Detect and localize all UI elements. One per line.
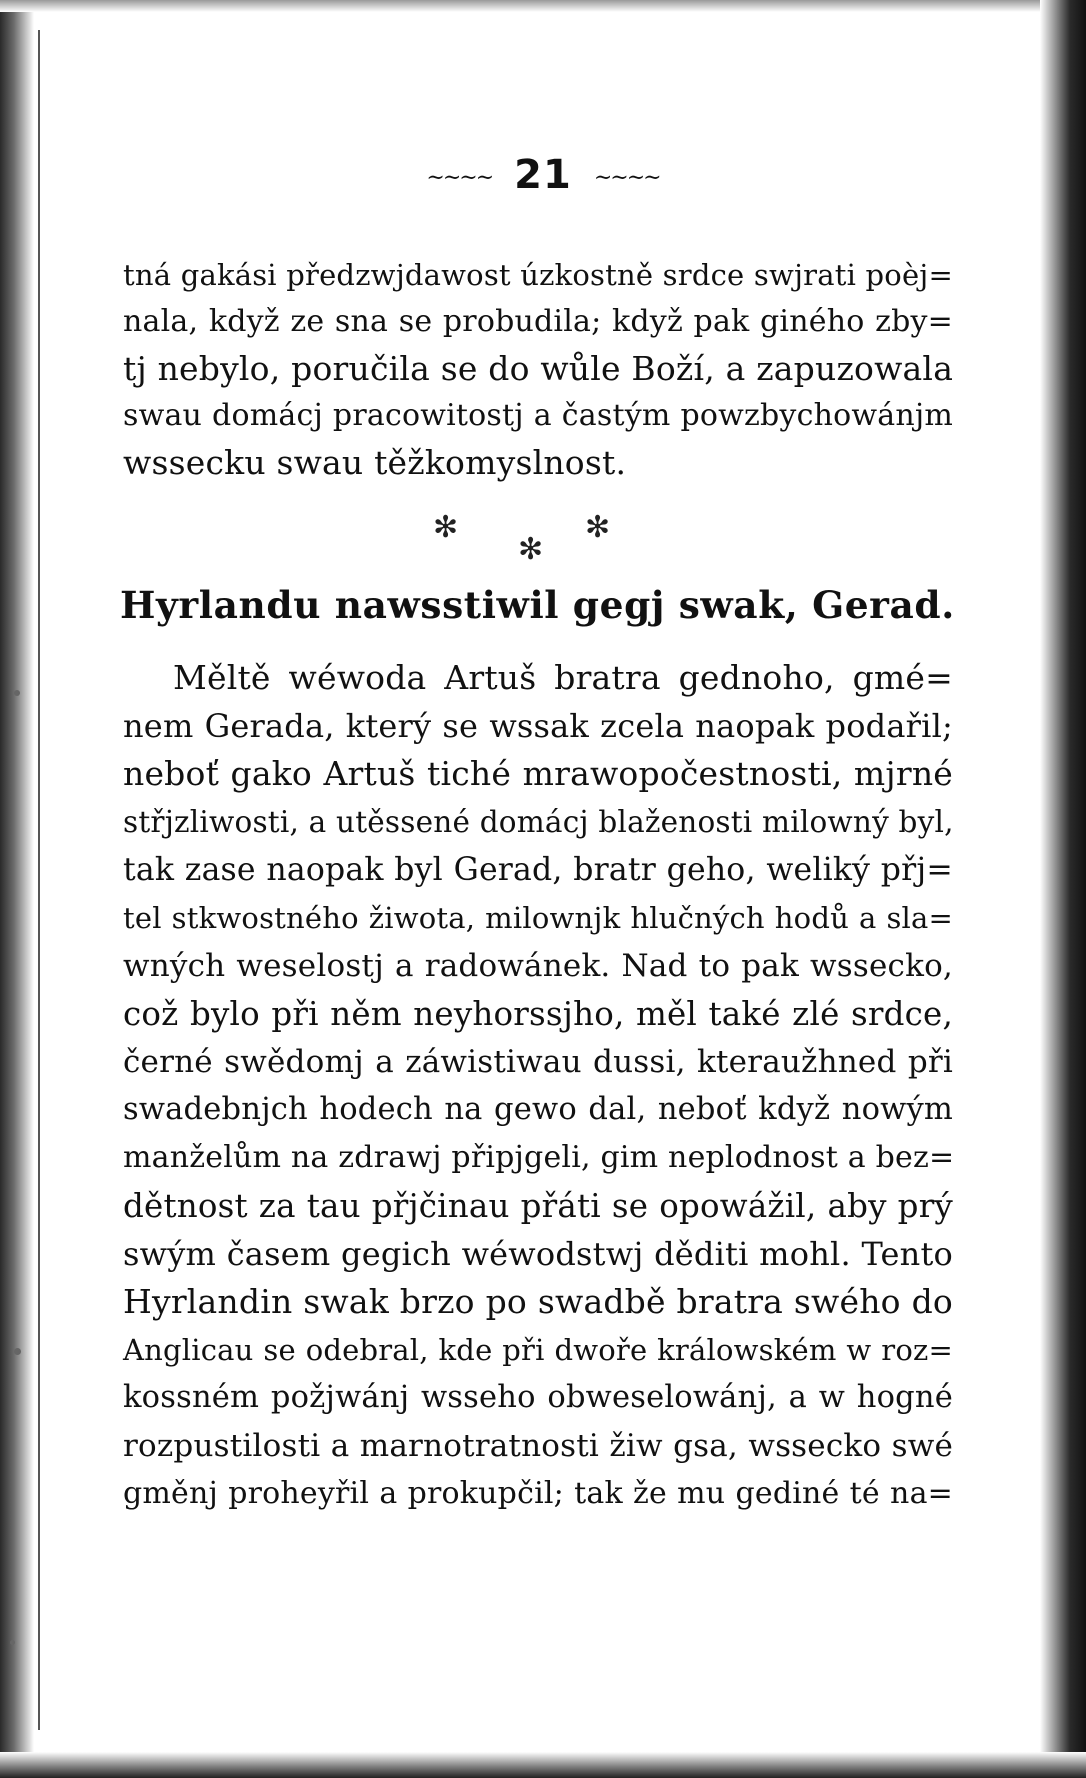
text-line: wssecku swau těžkomyslnost. xyxy=(123,443,627,482)
text-line: swým časem gegich wéwodstwj děditi mohl. Tento xyxy=(123,1235,953,1273)
scan-edge-bottom xyxy=(0,1752,1086,1778)
scan-speck xyxy=(14,690,20,696)
text-line: swau domácj pracowitostj a častým powzbychowánjm xyxy=(123,398,953,433)
scan-speck xyxy=(10,1640,15,1645)
text-line: gměnj proheyřil a prokupčil; tak že mu gediné té na= xyxy=(123,1476,953,1511)
scan-speck xyxy=(14,1348,21,1355)
header-ornament-right: ~~~~ xyxy=(593,165,660,191)
text-line: střjzliwosti, a utěssené domácj blaženosti milowný byl, xyxy=(123,805,954,839)
text-line: tak zase naopak byl Gerad, bratr geho, weliký přj= xyxy=(123,852,953,888)
asterisk-mark: ✻ xyxy=(433,510,459,545)
section-heading: Hyrlandu nawsstiwil gegj swak, Gerad. xyxy=(120,583,955,627)
page-header xyxy=(0,152,1086,198)
text-line: neboť gako Artuš tiché mrawopočestnosti, mjrné xyxy=(123,754,953,793)
scan-edge-right xyxy=(1040,0,1086,1778)
page-number: 21 xyxy=(514,152,572,198)
text-line: což bylo při něm neyhorssjho, měl také zlé srdce, xyxy=(123,995,953,1033)
text-line: nem Gerada, který se wssak zcela naopak podařil; xyxy=(123,707,953,745)
asterisk-mark: ✻ xyxy=(518,532,544,567)
text-line: tel stkwostného žiwota, milownjk hlučných hodů a sla= xyxy=(123,901,953,935)
text-line: Hyrlandin swak brzo po swadbě bratra swého do xyxy=(123,1282,953,1321)
section-separator-asterism xyxy=(0,510,1086,570)
text-line: kossném požjwánj wsseho obweselowánj, a w hogné xyxy=(123,1380,953,1415)
text-line: tná gakási předzwjdawost úzkostně srdce swjrati poèj= xyxy=(123,258,953,292)
text-line: Měltě wéwoda Artuš bratra gednoho, gmé= xyxy=(173,658,953,697)
text-line: swadebnjch hodech na gewo dal, neboť když nowým xyxy=(123,1092,953,1127)
text-line: nala, když ze sna se probudila; když pak giného zby= xyxy=(123,304,953,339)
text-line: manželům na zdrawj připjgeli, gim neplodnost a bez= xyxy=(123,1140,955,1175)
text-line: dětnost za tau přjčinau přáti se opowážil, aby prý xyxy=(123,1187,953,1225)
scan-edge-top xyxy=(0,0,1086,12)
text-line: rozpustilosti a marnotratnosti žiw gsa, wssecko swé xyxy=(123,1428,953,1464)
book-binding-shadow xyxy=(0,0,34,1778)
text-line: wných weselostj a radowánek. Nad to pak wssecko, xyxy=(123,948,953,984)
text-line: tj nebylo, poručila se do wůle Boží, a zapuzowala xyxy=(123,349,954,388)
asterisk-mark: ✻ xyxy=(585,510,611,545)
text-line: černé swědomj a záwistiwau dussi, kteraužhned při xyxy=(123,1044,953,1080)
binding-fold-line xyxy=(38,30,40,1730)
text-line: Anglicau se odebral, kde při dwoře králowském w roz= xyxy=(123,1333,953,1367)
header-ornament-left: ~~~~ xyxy=(426,165,493,191)
